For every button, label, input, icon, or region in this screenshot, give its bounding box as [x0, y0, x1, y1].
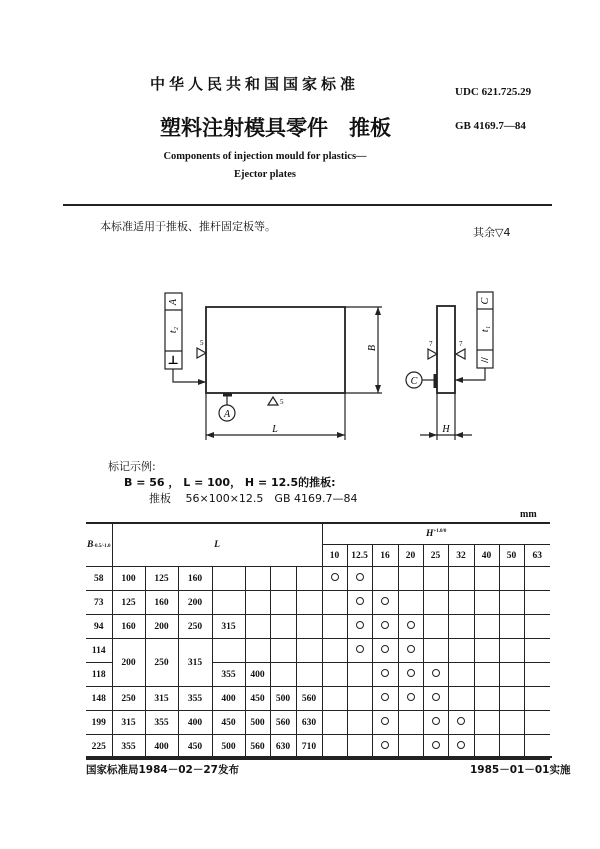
cell-l: 450	[245, 687, 270, 711]
h-value: 16	[372, 545, 398, 567]
available-circle-icon	[356, 645, 364, 653]
cell-h	[524, 687, 550, 711]
cell-l	[270, 615, 296, 639]
cell-h	[347, 663, 372, 687]
cell-l	[270, 591, 296, 615]
footer-rule	[86, 756, 552, 758]
cell-h	[499, 711, 524, 735]
roughness-side-value: 5	[200, 339, 204, 347]
cell-h	[372, 591, 398, 615]
cell-h	[499, 615, 524, 639]
cell-h	[347, 639, 372, 663]
cell-h	[499, 687, 524, 711]
cell-l: 250	[145, 639, 178, 687]
cell-l: 500	[245, 711, 270, 735]
cell-h	[499, 663, 524, 687]
cell-h	[372, 615, 398, 639]
available-circle-icon	[381, 741, 389, 749]
cell-h	[372, 687, 398, 711]
available-circle-icon	[432, 717, 440, 725]
cell-l: 400	[178, 711, 212, 735]
cell-h	[474, 687, 499, 711]
cell-h	[524, 663, 550, 687]
h-value: 20	[398, 545, 423, 567]
cell-l: 560	[245, 735, 270, 760]
cell-h	[423, 639, 448, 663]
available-circle-icon	[381, 669, 389, 677]
cell-l: 315	[145, 687, 178, 711]
frame-datum-a: A	[168, 298, 179, 306]
cell-b: 148	[86, 687, 112, 711]
header-rule	[63, 204, 552, 206]
surface-roughness-rest: 其余▽4	[473, 226, 511, 239]
cell-h	[322, 567, 347, 591]
header-b-symbol: B	[86, 540, 94, 550]
cell-l	[245, 567, 270, 591]
side-view-drawing	[400, 280, 520, 450]
cell-l: 400	[245, 663, 270, 687]
perpendicularity-icon: ⊥	[167, 353, 179, 367]
datum-a-label: A	[223, 409, 231, 420]
udc-code: UDC 621.725.29	[455, 86, 532, 98]
cell-h	[448, 711, 474, 735]
document-title-en	[150, 148, 380, 184]
cell-l: 250	[112, 687, 145, 711]
frame-datum-c: C	[480, 297, 491, 305]
cell-l: 100	[112, 567, 145, 591]
cell-l: 630	[270, 735, 296, 760]
h-value: 25	[423, 545, 448, 567]
table-body	[86, 567, 550, 760]
available-circle-icon	[407, 621, 415, 629]
cell-l: 125	[145, 567, 178, 591]
cell-b: 58	[86, 567, 112, 591]
h-value: 12.5	[347, 545, 372, 567]
cell-l: 315	[112, 711, 145, 735]
cell-l: 200	[178, 591, 212, 615]
example-line1: B = 56 ， L = 100， H = 12.5的推板:	[124, 476, 336, 489]
cell-l: 315	[178, 639, 212, 687]
cell-l: 355	[212, 663, 245, 687]
cell-l: 500	[212, 735, 245, 760]
cell-h	[423, 711, 448, 735]
cell-b: 199	[86, 711, 112, 735]
title-en-line2: Ejector plates	[234, 169, 296, 180]
effective-date: 1985－01－01实施	[470, 764, 571, 776]
header-l-symbol: L	[214, 540, 220, 550]
cell-h	[398, 711, 423, 735]
cell-h	[347, 567, 372, 591]
publish-date: 国家标准局1984－02－27发布	[86, 764, 239, 776]
cell-l	[296, 591, 322, 615]
cell-l	[212, 567, 245, 591]
cell-l	[270, 663, 296, 687]
h-value: 32	[448, 545, 474, 567]
national-standard-heading: 中华人民共和国国家标准	[150, 75, 360, 93]
table-row	[86, 567, 550, 591]
cell-h	[524, 639, 550, 663]
cell-l	[296, 615, 322, 639]
standard-number: GB 4169.7—84	[455, 120, 526, 132]
available-circle-icon	[381, 645, 389, 653]
cell-h	[347, 687, 372, 711]
cell-h	[372, 663, 398, 687]
cell-h	[322, 591, 347, 615]
table-row	[86, 639, 550, 663]
cell-l: 200	[145, 615, 178, 639]
front-view-drawing	[150, 280, 400, 450]
plate-side-outline	[437, 306, 455, 393]
dimension-table	[86, 522, 550, 760]
cell-h	[398, 687, 423, 711]
cell-h	[398, 591, 423, 615]
cell-l: 355	[112, 735, 145, 760]
roughness-bottom-value: 5	[280, 398, 284, 406]
cell-h	[347, 711, 372, 735]
cell-h	[372, 567, 398, 591]
cell-h	[474, 711, 499, 735]
cell-h	[423, 687, 448, 711]
cell-l	[212, 591, 245, 615]
cell-l: 355	[178, 687, 212, 711]
cell-l: 500	[270, 687, 296, 711]
cell-h	[347, 591, 372, 615]
cell-l	[296, 639, 322, 663]
cell-b: 225	[86, 735, 112, 760]
available-circle-icon	[432, 669, 440, 677]
cell-h	[474, 567, 499, 591]
cell-l: 630	[296, 711, 322, 735]
cell-h	[474, 663, 499, 687]
cell-l	[270, 639, 296, 663]
cell-h	[448, 567, 474, 591]
available-circle-icon	[356, 621, 364, 629]
example-line2: 推板 56×100×12.5 GB 4169.7—84	[149, 492, 358, 505]
cell-h	[474, 639, 499, 663]
cell-l	[212, 639, 245, 663]
table-row	[86, 615, 550, 639]
cell-l: 400	[212, 687, 245, 711]
cell-b: 114	[86, 639, 112, 663]
cell-h	[448, 663, 474, 687]
cell-h	[448, 615, 474, 639]
available-circle-icon	[407, 693, 415, 701]
cell-h	[423, 663, 448, 687]
cell-b: 118	[86, 663, 112, 687]
cell-h	[398, 615, 423, 639]
cell-h	[448, 591, 474, 615]
cell-h	[524, 591, 550, 615]
table-row	[86, 687, 550, 711]
cell-l	[245, 615, 270, 639]
header-h-tolerance: +1.0/0	[433, 528, 447, 534]
available-circle-icon	[356, 597, 364, 605]
scope-text: 本标准适用于推板、推杆固定板等。	[100, 220, 276, 233]
cell-h	[322, 663, 347, 687]
dim-l-label: L	[272, 424, 278, 435]
cell-l: 250	[178, 615, 212, 639]
parallelism-icon: //	[480, 357, 491, 363]
cell-l	[296, 663, 322, 687]
cell-h	[322, 639, 347, 663]
unit-label: mm	[520, 509, 537, 520]
cell-l	[245, 591, 270, 615]
header-b-tolerance: -0.5/-1.0	[93, 544, 111, 549]
cell-h	[322, 711, 347, 735]
cell-h	[474, 591, 499, 615]
available-circle-icon	[381, 621, 389, 629]
datum-c-label: C	[410, 376, 418, 387]
cell-h	[372, 711, 398, 735]
available-circle-icon	[381, 717, 389, 725]
cell-h	[499, 567, 524, 591]
roughness-right-value: 7	[459, 340, 463, 348]
title-en-line1: Components of injection mould for plastics—	[163, 151, 367, 162]
cell-l: 315	[212, 615, 245, 639]
cell-l: 450	[178, 735, 212, 760]
example-heading: 标记示例:	[108, 460, 156, 473]
cell-h	[347, 615, 372, 639]
h-value: 10	[322, 545, 347, 567]
dim-b-label: B	[367, 344, 378, 352]
cell-l: 160	[178, 567, 212, 591]
cell-h	[474, 615, 499, 639]
cell-h	[372, 639, 398, 663]
cell-l	[270, 567, 296, 591]
h-value: 63	[524, 545, 550, 567]
cell-h	[423, 567, 448, 591]
header-h-symbol: H	[426, 529, 434, 540]
cell-h	[499, 639, 524, 663]
h-value: 50	[499, 545, 524, 567]
h-value: 40	[474, 545, 499, 567]
available-circle-icon	[356, 573, 364, 581]
cell-l: 200	[112, 639, 145, 687]
header-h	[322, 523, 550, 545]
cell-h	[322, 615, 347, 639]
cell-h	[448, 639, 474, 663]
cell-h	[423, 591, 448, 615]
cell-h	[423, 615, 448, 639]
header-b	[86, 523, 112, 567]
frame-tolerance-t2: t₂	[168, 326, 179, 334]
available-circle-icon	[381, 597, 389, 605]
available-circle-icon	[457, 717, 465, 725]
frame-tolerance-t1: t₁	[480, 325, 491, 333]
available-circle-icon	[331, 573, 339, 581]
cell-h	[322, 687, 347, 711]
cell-h	[448, 687, 474, 711]
cell-h	[524, 567, 550, 591]
cell-l: 560	[270, 711, 296, 735]
cell-l	[296, 567, 322, 591]
available-circle-icon	[381, 693, 389, 701]
cell-h	[398, 663, 423, 687]
cell-l: 125	[112, 591, 145, 615]
available-circle-icon	[432, 741, 440, 749]
dim-h-label: H	[442, 424, 450, 435]
roughness-left-value: 7	[429, 340, 433, 348]
plate-outline	[206, 307, 345, 393]
cell-h	[499, 591, 524, 615]
cell-l: 560	[296, 687, 322, 711]
available-circle-icon	[457, 741, 465, 749]
cell-l: 355	[145, 711, 178, 735]
table-row	[86, 591, 550, 615]
cell-h	[524, 711, 550, 735]
cell-b: 73	[86, 591, 112, 615]
cell-h	[524, 615, 550, 639]
cell-h	[398, 639, 423, 663]
cell-h	[398, 567, 423, 591]
cell-l: 710	[296, 735, 322, 760]
cell-l: 160	[112, 615, 145, 639]
cell-l	[245, 639, 270, 663]
header-l	[112, 523, 322, 567]
cell-l: 400	[145, 735, 178, 760]
cell-l: 160	[145, 591, 178, 615]
cell-b: 94	[86, 615, 112, 639]
available-circle-icon	[432, 693, 440, 701]
table-row	[86, 711, 550, 735]
available-circle-icon	[407, 645, 415, 653]
document-title-cn: 塑料注射模具零件 推板	[160, 116, 391, 140]
cell-l: 450	[212, 711, 245, 735]
available-circle-icon	[407, 669, 415, 677]
